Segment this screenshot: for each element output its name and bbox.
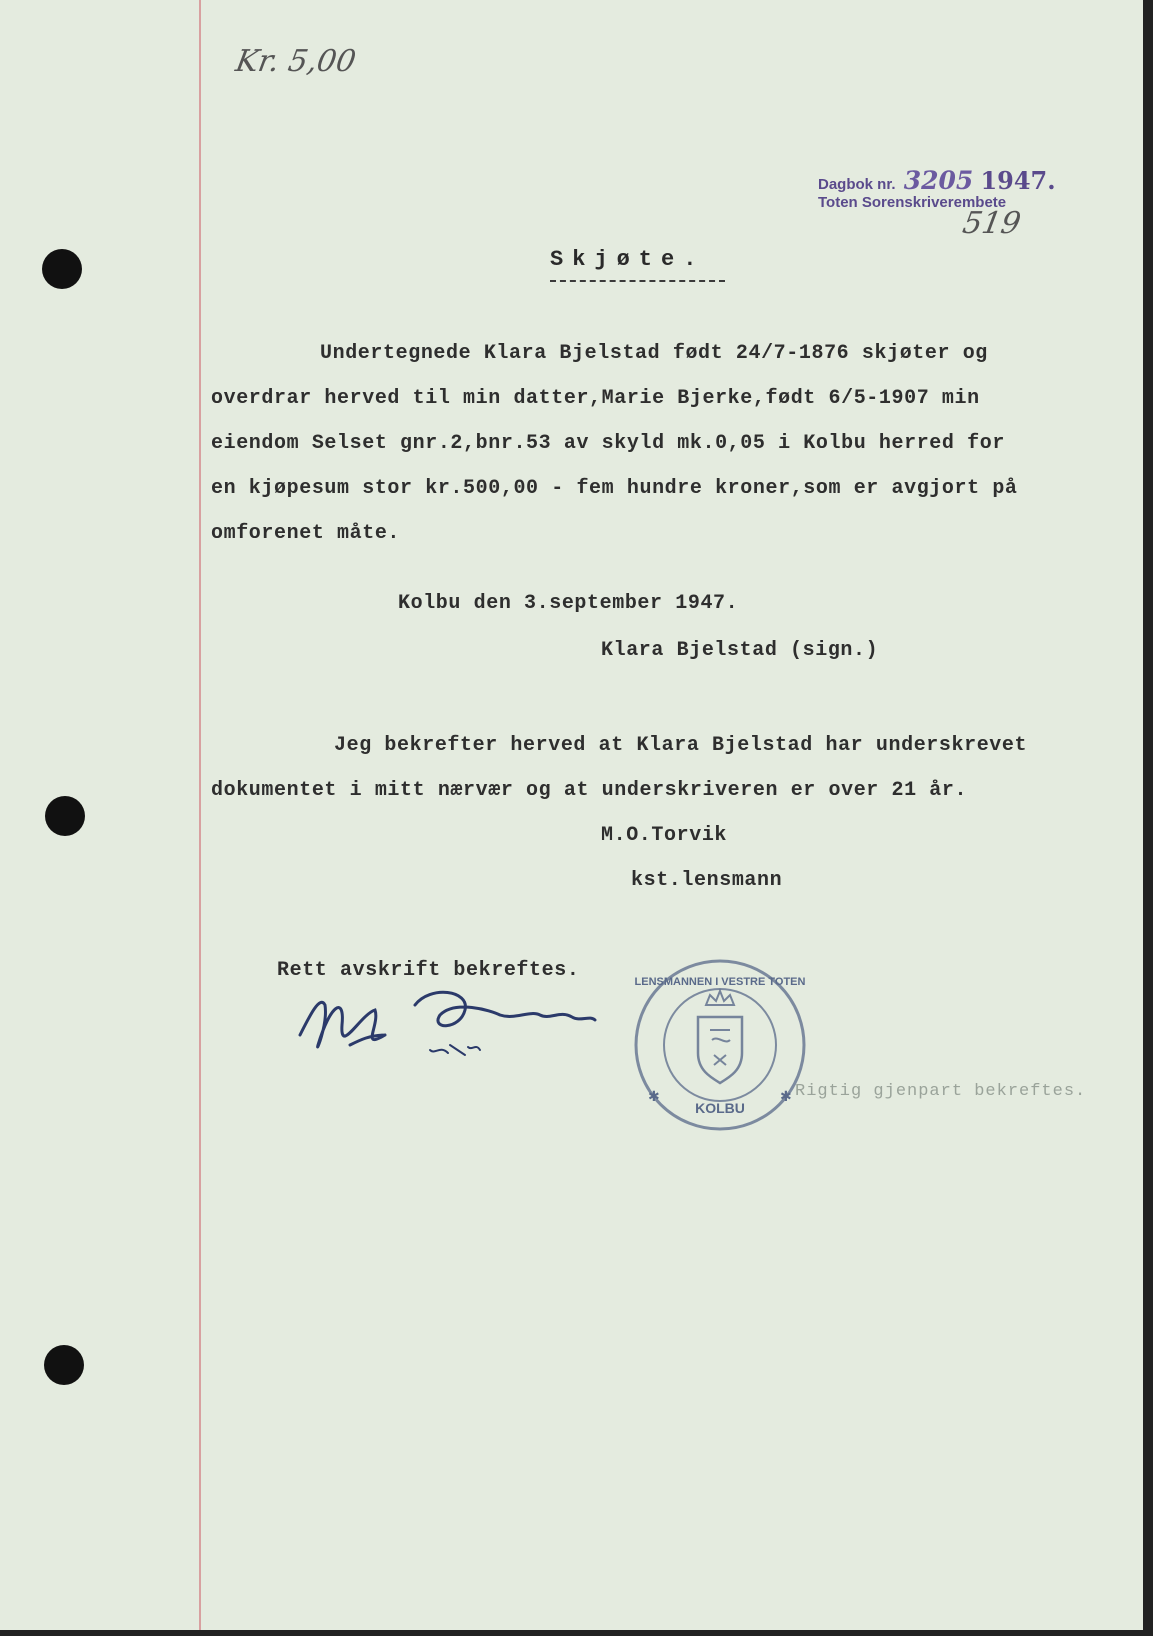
- seal-bottom-text: KOLBU: [695, 1100, 745, 1116]
- confirmation-line: dokumentet i mitt nærvær og at underskriveren er over 21 år.: [211, 779, 968, 802]
- paragraph-line: eiendom Selset gnr.2,bnr.53 av skyld mk.0,05 i Kolbu herred for: [211, 432, 1005, 455]
- seller-signature: Klara Bjelstad (sign.): [601, 639, 879, 662]
- scan-edge-bottom: [0, 1630, 1153, 1636]
- diary-stamp-line2: Toten Sorenskriverembete: [818, 194, 1007, 211]
- seal-ring-text: LENSMANNEN I VESTRE TOTEN: [634, 976, 806, 988]
- punch-hole: [44, 1345, 84, 1385]
- punch-hole: [42, 249, 82, 289]
- officer-name: M.O.Torvik: [601, 824, 728, 847]
- document-title: Skjøte.: [550, 247, 706, 272]
- paragraph-line: omforenet måte.: [211, 522, 401, 545]
- paragraph-line: Undertegnede Klara Bjelstad født 24/7-1876 skjøter og: [320, 342, 988, 365]
- punch-hole: [45, 796, 85, 836]
- fee-annotation: Kr. 5,00: [232, 44, 359, 79]
- diary-year: 1947.: [980, 166, 1056, 195]
- paragraph-line: en kjøpesum stor kr.500,00 - fem hundre kroner,som er avgjort på: [211, 477, 1018, 500]
- diary-stamp-line1: [818, 166, 1056, 195]
- paragraph-line: overdrar herved til min datter,Marie Bjerke,født 6/5-1907 min: [211, 387, 980, 410]
- diary-number: 3205: [903, 166, 974, 195]
- folio-annotation: 519: [959, 206, 1024, 241]
- officer-title: kst.lensmann: [631, 869, 783, 892]
- place-date: Kolbu den 3.september 1947.: [398, 592, 739, 615]
- diary-stamp-prefix: Dagbok nr.: [818, 176, 896, 193]
- official-seal: [630, 955, 810, 1135]
- scan-edge-right: [1143, 0, 1153, 1636]
- confirmation-line: Jeg bekrefter herved at Klara Bjelstad har underskrevet: [334, 734, 1028, 757]
- seal-star: ✱: [648, 1088, 660, 1104]
- title-underline: [550, 280, 725, 282]
- seal-star: ✱: [780, 1088, 792, 1104]
- margin-line: [199, 0, 201, 1630]
- copy-certification-note: Rigtig gjenpart bekreftes.: [795, 1082, 1087, 1101]
- certification-text: Rett avskrift bekreftes.: [277, 959, 580, 982]
